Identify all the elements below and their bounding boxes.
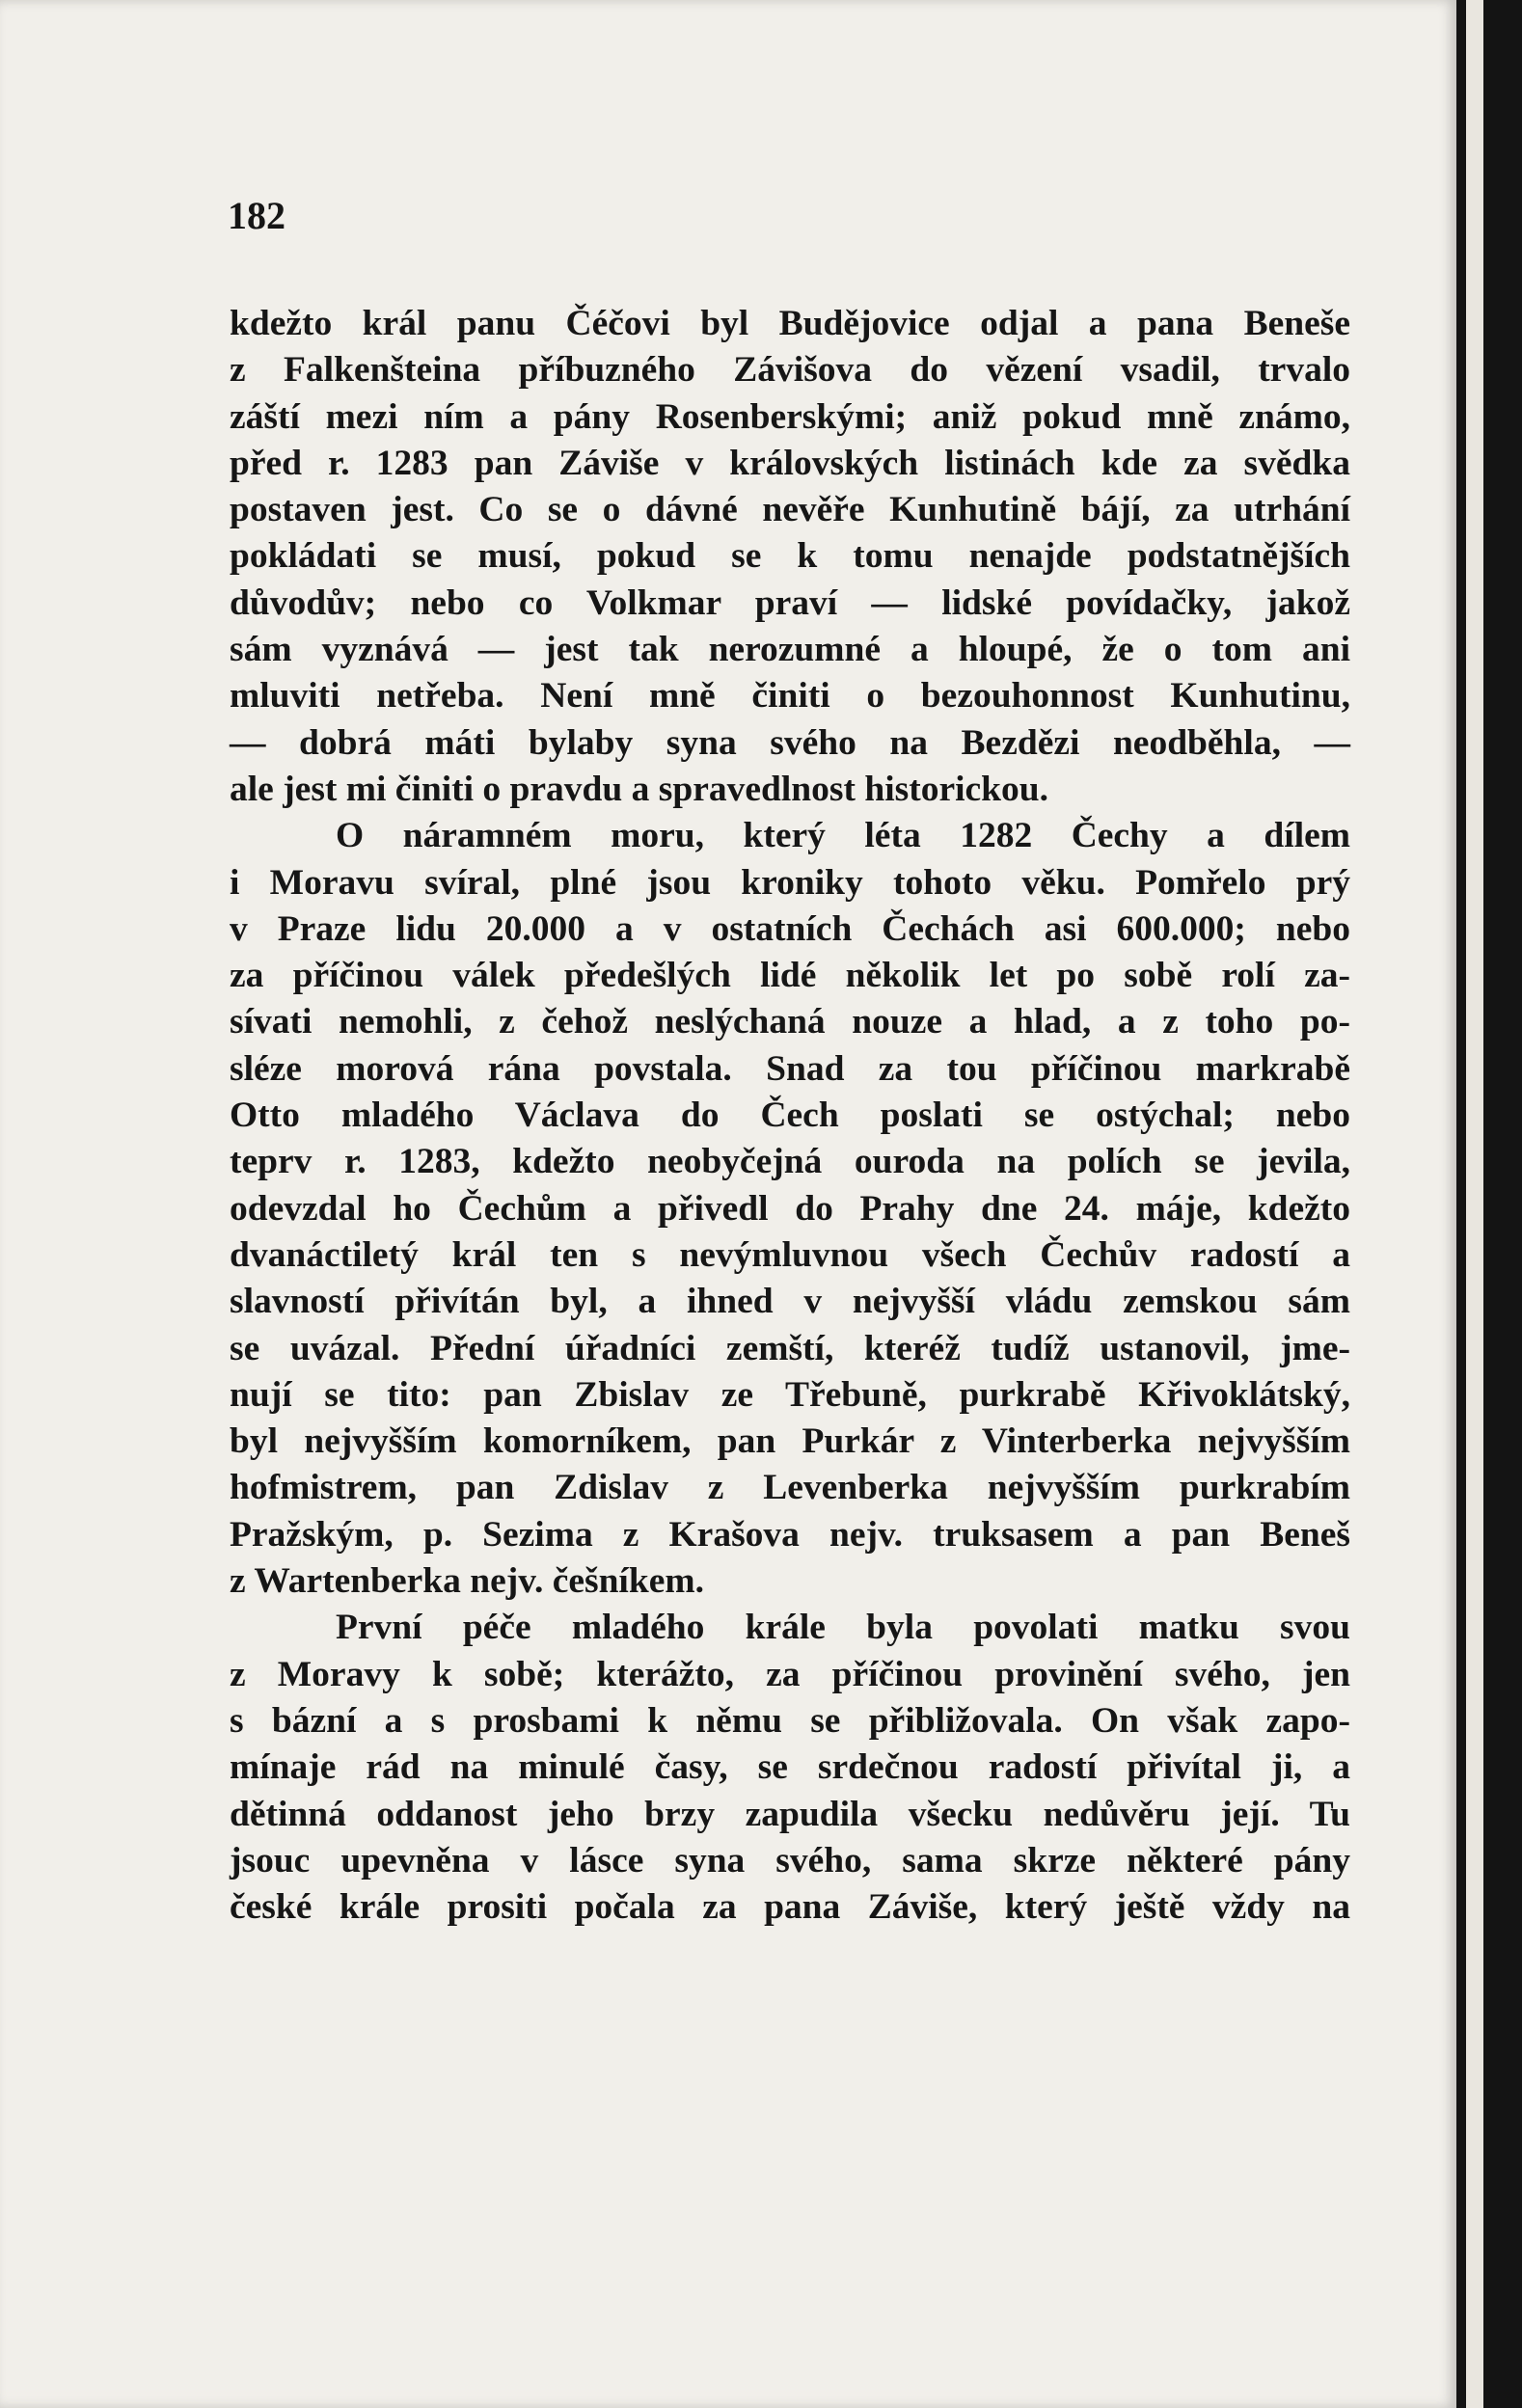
text-line: Otto mladého Václava do Čech poslati se ostýchal; nebo [230, 1096, 1350, 1136]
text-line: sám vyznává — jest tak nerozumné a hloupé, že o tom ani [230, 630, 1350, 670]
text-line: mínaje rád na minulé časy, se srdečnou radostí přivítal ji, a [230, 1747, 1350, 1788]
page-number: 182 [228, 194, 285, 237]
text-line: sívati nemohli, z čehož neslýchaná nouze a hlad, a z toho po- [230, 1002, 1350, 1042]
text-line: před r. 1283 pan Záviše v královských listinách kde za svědka [230, 443, 1350, 483]
text-line: z Falkenšteina příbuzného Závišova do vězení vsadil, trvalo [230, 350, 1350, 391]
text-line: dětinná oddanost jeho brzy zapudila všecku nedůvěru její. Tu [230, 1794, 1350, 1834]
text-line: záští mezi ním a pány Rosenberskými; aniž pokud mně známo, [230, 396, 1350, 437]
text-line: s bázní a s prosbami k němu se přibližovala. On však zapo- [230, 1700, 1350, 1741]
text-line: byl nejvyšším komorníkem, pan Purkár z Vinterberka nejvyšším [230, 1421, 1350, 1462]
text-line: Pražským, p. Sezima z Krašova nejv. truksasem a pan Beneš [230, 1514, 1350, 1555]
text-line: české krále prositi počala za pana Záviše, který ještě vždy na [230, 1887, 1350, 1928]
text-line: i Moravu svíral, plné jsou kroniky tohoto věku. Pomřelo prý [230, 862, 1350, 903]
text-line: mluviti netřeba. Není mně činiti o bezouhonnost Kunhutinu, [230, 676, 1350, 717]
text-line: hofmistrem, pan Zdislav z Levenberka nejvyšším purkrabím [230, 1468, 1350, 1508]
text-line: pokládati se musí, pokud se k tomu nenajde podstatnějších [230, 536, 1350, 577]
text-line: teprv r. 1283, kdežto neobyčejná ouroda na polích se jevila, [230, 1142, 1350, 1182]
text-line: — dobrá máti bylaby syna svého na Bezdězi neodběhla, — [230, 722, 1350, 763]
text-line: z Wartenberka nejv. češníkem. [230, 1561, 704, 1602]
adjacent-page-edge [1466, 0, 1483, 2408]
text-line: z Moravy k sobě; kterážto, za příčinou provinění svého, jen [230, 1654, 1350, 1694]
text-line: se uvázal. Přední úřadníci zemští, kteréž tudíž ustanovil, jme- [230, 1328, 1350, 1368]
text-line: nují se tito: pan Zbislav ze Třebuně, purkrabě Křivoklátský, [230, 1374, 1350, 1415]
text-line: ale jest mi činiti o pravdu a spravedlnost historickou. [230, 769, 1048, 809]
body-text [230, 301, 1350, 1931]
text-line: za příčinou válek předešlých lidé několik let po sobě rolí za- [230, 956, 1350, 996]
text-line: postaven jest. Co se o dávné nevěře Kunhutině bájí, za utrhání [230, 490, 1350, 530]
text-line: v Praze lidu 20.000 a v ostatních Čechách asi 600.000; nebo [230, 908, 1350, 949]
text-line: dvanáctiletý král ten s nevýmluvnou všech Čechův radostí a [230, 1234, 1350, 1275]
text-line: První péče mladého krále byla povolati matku svou [336, 1608, 1350, 1648]
text-line: slavností přivítán byl, a ihned v nejvyšší vládu zemskou sám [230, 1282, 1350, 1322]
text-line: důvodův; nebo co Volkmar praví — lidské povídačky, jakož [230, 582, 1350, 623]
text-line: kdežto král panu Čéčovi byl Budějovice odjal a pana Beneše [230, 304, 1350, 343]
text-line: odevzdal ho Čechům a přivedl do Prahy dne 24. máje, kdežto [230, 1188, 1350, 1229]
text-line: jsouc upevněna v lásce syna svého, sama skrze některé pány [230, 1840, 1350, 1880]
text-line: sléze morová rána povstala. Snad za tou příčinou markrabě [230, 1048, 1350, 1089]
text-line: O náramném moru, který léta 1282 Čechy a dílem [336, 816, 1350, 856]
